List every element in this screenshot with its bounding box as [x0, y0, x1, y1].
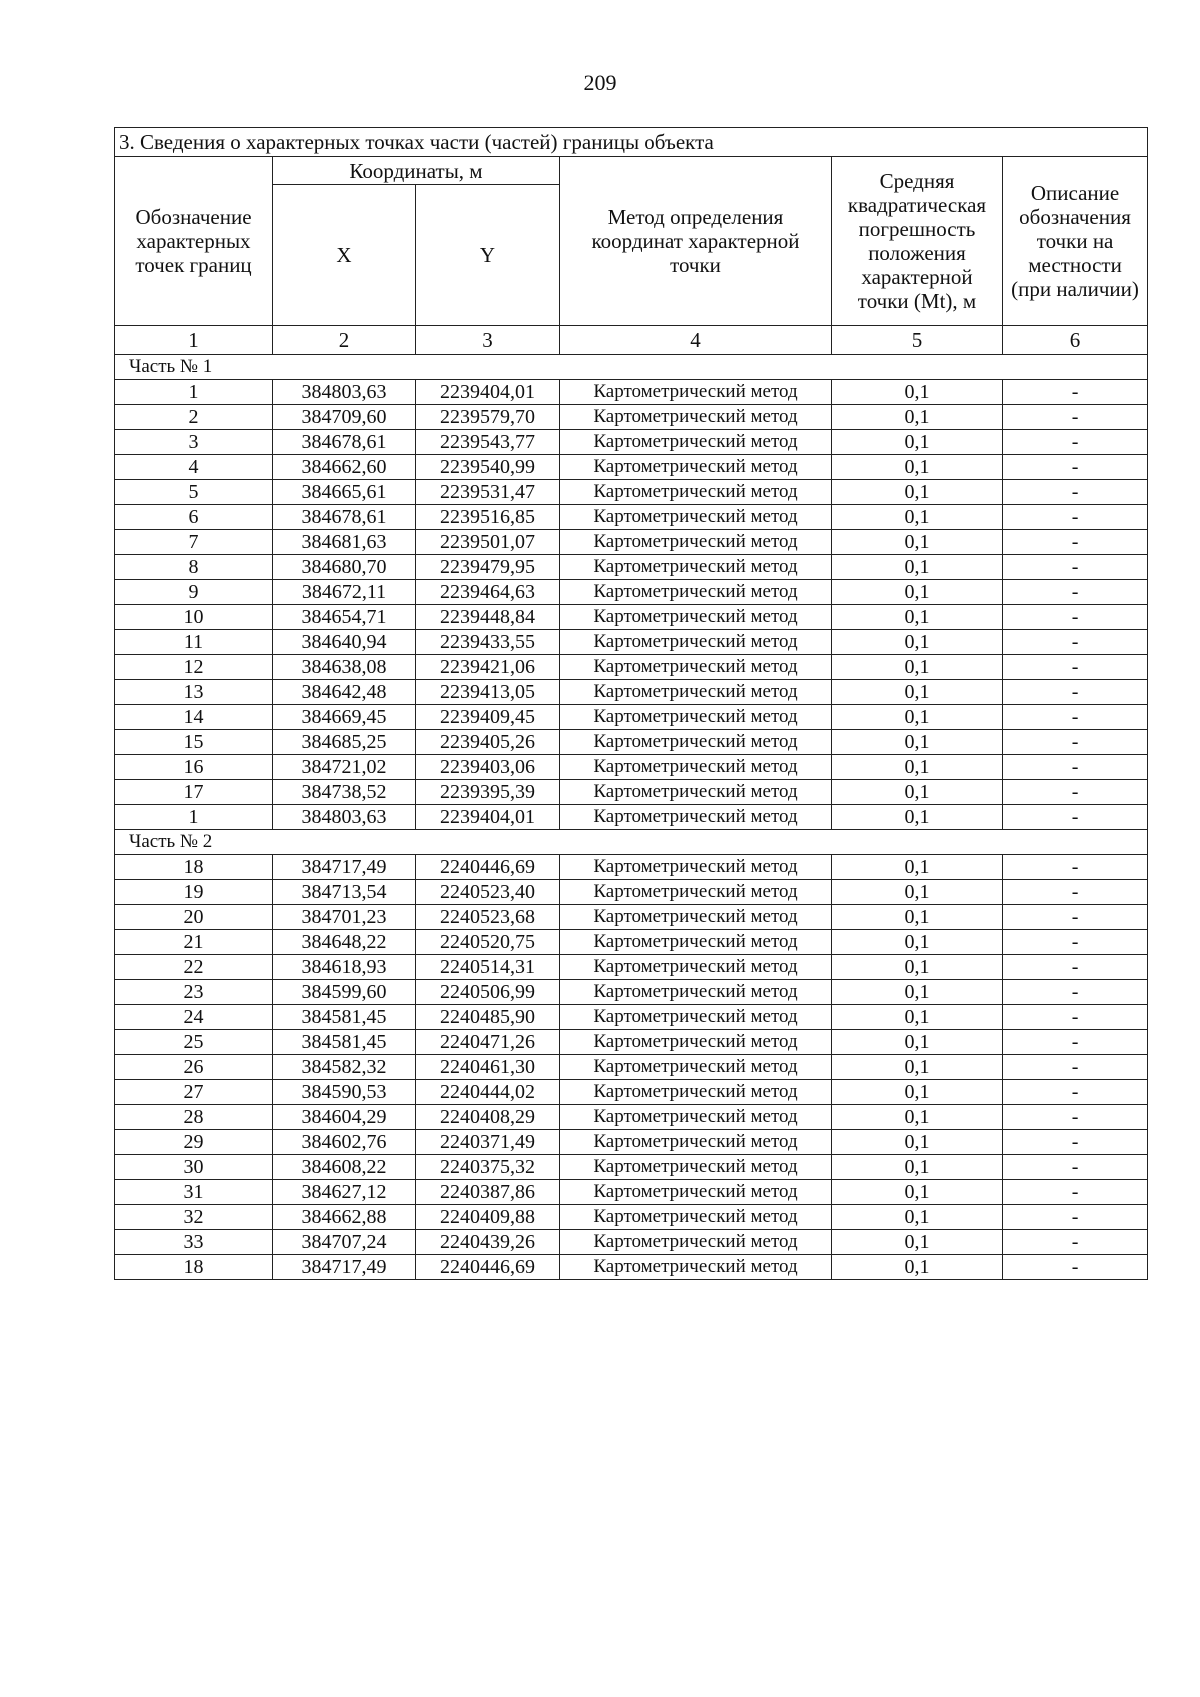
point-number-cell: 20 — [115, 905, 273, 930]
method-cell: Картометрический метод — [560, 530, 832, 555]
y-coordinate-cell: 2239421,06 — [416, 655, 560, 680]
error-cell: 0,1 — [832, 1155, 1003, 1180]
description-cell: - — [1003, 430, 1148, 455]
error-cell: 0,1 — [832, 630, 1003, 655]
method-cell: Картометрический метод — [560, 705, 832, 730]
method-cell: Картометрический метод — [560, 580, 832, 605]
y-coordinate-cell: 2240506,99 — [416, 980, 560, 1005]
table-row — [115, 755, 1148, 780]
error-cell: 0,1 — [832, 1180, 1003, 1205]
description-cell: - — [1003, 1105, 1148, 1130]
error-cell: 0,1 — [832, 805, 1003, 830]
description-cell: - — [1003, 1255, 1148, 1280]
description-cell: - — [1003, 780, 1148, 805]
table-row — [115, 980, 1148, 1005]
description-cell: - — [1003, 930, 1148, 955]
y-coordinate-cell: 2240461,30 — [416, 1055, 560, 1080]
error-cell: 0,1 — [832, 1255, 1003, 1280]
description-cell: - — [1003, 705, 1148, 730]
column-number: 5 — [832, 326, 1003, 355]
table-row — [115, 380, 1148, 405]
x-coordinate-cell: 384608,22 — [273, 1155, 416, 1180]
table-row — [115, 580, 1148, 605]
point-number-cell: 25 — [115, 1030, 273, 1055]
method-cell: Картометрический метод — [560, 655, 832, 680]
error-cell: 0,1 — [832, 905, 1003, 930]
method-cell: Картометрический метод — [560, 755, 832, 780]
description-cell: - — [1003, 680, 1148, 705]
column-number-row — [115, 326, 1148, 355]
y-coordinate-cell: 2240409,88 — [416, 1205, 560, 1230]
error-cell: 0,1 — [832, 955, 1003, 980]
x-coordinate-cell: 384590,53 — [273, 1080, 416, 1105]
column-number: 3 — [416, 326, 560, 355]
y-coordinate-cell: 2239433,55 — [416, 630, 560, 655]
table-row — [115, 505, 1148, 530]
error-cell: 0,1 — [832, 880, 1003, 905]
method-cell: Картометрический метод — [560, 1180, 832, 1205]
point-number-cell: 16 — [115, 755, 273, 780]
point-number-cell: 26 — [115, 1055, 273, 1080]
table-row — [115, 1030, 1148, 1055]
point-number-cell: 18 — [115, 855, 273, 880]
point-number-cell: 3 — [115, 430, 273, 455]
part-header-row — [115, 355, 1148, 380]
table-row — [115, 730, 1148, 755]
method-cell: Картометрический метод — [560, 1155, 832, 1180]
description-cell: - — [1003, 480, 1148, 505]
error-cell: 0,1 — [832, 380, 1003, 405]
x-coordinate-cell: 384618,93 — [273, 955, 416, 980]
method-cell: Картометрический метод — [560, 905, 832, 930]
description-cell: - — [1003, 880, 1148, 905]
y-coordinate-cell: 2240471,26 — [416, 1030, 560, 1055]
method-cell: Картометрический метод — [560, 855, 832, 880]
table-row — [115, 1155, 1148, 1180]
point-number-cell: 28 — [115, 1105, 273, 1130]
point-number-cell: 29 — [115, 1130, 273, 1155]
point-number-cell: 4 — [115, 455, 273, 480]
x-coordinate-cell: 384640,94 — [273, 630, 416, 655]
y-coordinate-cell: 2239501,07 — [416, 530, 560, 555]
point-number-cell: 7 — [115, 530, 273, 555]
x-coordinate-cell: 384627,12 — [273, 1180, 416, 1205]
table-row — [115, 805, 1148, 830]
table-row — [115, 1105, 1148, 1130]
y-coordinate-cell: 2239516,85 — [416, 505, 560, 530]
x-coordinate-cell: 384717,49 — [273, 1255, 416, 1280]
error-cell: 0,1 — [832, 680, 1003, 705]
method-cell: Картометрический метод — [560, 455, 832, 480]
table-row — [115, 880, 1148, 905]
description-cell: - — [1003, 405, 1148, 430]
table-row — [115, 1255, 1148, 1280]
table-row — [115, 1130, 1148, 1155]
point-number-cell: 1 — [115, 380, 273, 405]
point-number-cell: 31 — [115, 1180, 273, 1205]
error-cell: 0,1 — [832, 505, 1003, 530]
point-number-cell: 32 — [115, 1205, 273, 1230]
point-number-cell: 14 — [115, 705, 273, 730]
x-coordinate-cell: 384701,23 — [273, 905, 416, 930]
y-coordinate-cell: 2240446,69 — [416, 855, 560, 880]
error-cell: 0,1 — [832, 705, 1003, 730]
point-number-cell: 6 — [115, 505, 273, 530]
error-cell: 0,1 — [832, 430, 1003, 455]
column-number: 4 — [560, 326, 832, 355]
point-number-cell: 13 — [115, 680, 273, 705]
table-row — [115, 1055, 1148, 1080]
method-cell: Картометрический метод — [560, 430, 832, 455]
x-coordinate-cell: 384803,63 — [273, 805, 416, 830]
y-coordinate-cell: 2240446,69 — [416, 1255, 560, 1280]
table-row — [115, 955, 1148, 980]
x-coordinate-cell: 384713,54 — [273, 880, 416, 905]
x-coordinate-cell: 384738,52 — [273, 780, 416, 805]
error-cell: 0,1 — [832, 1080, 1003, 1105]
table-row — [115, 630, 1148, 655]
error-cell: 0,1 — [832, 1105, 1003, 1130]
header-x: X — [273, 185, 416, 326]
x-coordinate-cell: 384709,60 — [273, 405, 416, 430]
part-title: Часть № 1 — [115, 355, 1148, 380]
table-row — [115, 705, 1148, 730]
method-cell: Картометрический метод — [560, 1080, 832, 1105]
description-cell: - — [1003, 1155, 1148, 1180]
table-row — [115, 780, 1148, 805]
method-cell: Картометрический метод — [560, 1005, 832, 1030]
x-coordinate-cell: 384672,11 — [273, 580, 416, 605]
table-row — [115, 1080, 1148, 1105]
description-cell: - — [1003, 530, 1148, 555]
x-coordinate-cell: 384662,88 — [273, 1205, 416, 1230]
x-coordinate-cell: 384707,24 — [273, 1230, 416, 1255]
y-coordinate-cell: 2239404,01 — [416, 380, 560, 405]
error-cell: 0,1 — [832, 555, 1003, 580]
description-cell: - — [1003, 730, 1148, 755]
x-coordinate-cell: 384602,76 — [273, 1130, 416, 1155]
description-cell: - — [1003, 855, 1148, 880]
x-coordinate-cell: 384581,45 — [273, 1005, 416, 1030]
description-cell: - — [1003, 555, 1148, 580]
header-coordinates: Координаты, м — [273, 157, 560, 185]
x-coordinate-cell: 384717,49 — [273, 855, 416, 880]
description-cell: - — [1003, 1080, 1148, 1105]
x-coordinate-cell: 384599,60 — [273, 980, 416, 1005]
x-coordinate-cell: 384642,48 — [273, 680, 416, 705]
method-cell: Картометрический метод — [560, 405, 832, 430]
point-number-cell: 19 — [115, 880, 273, 905]
header-description: Описание обозначения точки на местности (при наличии) — [1003, 157, 1148, 326]
y-coordinate-cell: 2240520,75 — [416, 930, 560, 955]
description-cell: - — [1003, 955, 1148, 980]
y-coordinate-cell: 2240408,29 — [416, 1105, 560, 1130]
method-cell: Картометрический метод — [560, 1105, 832, 1130]
y-coordinate-cell: 2239403,06 — [416, 755, 560, 780]
error-cell: 0,1 — [832, 480, 1003, 505]
y-coordinate-cell: 2239540,99 — [416, 455, 560, 480]
method-cell: Картометрический метод — [560, 605, 832, 630]
description-cell: - — [1003, 1130, 1148, 1155]
error-cell: 0,1 — [832, 1055, 1003, 1080]
error-cell: 0,1 — [832, 1005, 1003, 1030]
point-number-cell: 22 — [115, 955, 273, 980]
y-coordinate-cell: 2239543,77 — [416, 430, 560, 455]
method-cell: Картометрический метод — [560, 805, 832, 830]
header-error: Средняя квадратическая погрешность положения характерной точки (Mt), м — [832, 157, 1003, 326]
error-cell: 0,1 — [832, 530, 1003, 555]
point-number-cell: 17 — [115, 780, 273, 805]
point-number-cell: 1 — [115, 805, 273, 830]
point-number-cell: 11 — [115, 630, 273, 655]
description-cell: - — [1003, 905, 1148, 930]
x-coordinate-cell: 384604,29 — [273, 1105, 416, 1130]
x-coordinate-cell: 384654,71 — [273, 605, 416, 630]
description-cell: - — [1003, 1230, 1148, 1255]
y-coordinate-cell: 2239409,45 — [416, 705, 560, 730]
table-row — [115, 1230, 1148, 1255]
x-coordinate-cell: 384803,63 — [273, 380, 416, 405]
x-coordinate-cell: 384681,63 — [273, 530, 416, 555]
point-number-cell: 23 — [115, 980, 273, 1005]
description-cell: - — [1003, 755, 1148, 780]
error-cell: 0,1 — [832, 930, 1003, 955]
error-cell: 0,1 — [832, 455, 1003, 480]
column-number: 1 — [115, 326, 273, 355]
point-number-cell: 15 — [115, 730, 273, 755]
header-point-designation: Обозначение характерных точек границ — [115, 157, 273, 326]
table-row — [115, 555, 1148, 580]
column-number: 2 — [273, 326, 416, 355]
column-number: 6 — [1003, 326, 1148, 355]
y-coordinate-cell: 2240523,68 — [416, 905, 560, 930]
point-number-cell: 27 — [115, 1080, 273, 1105]
x-coordinate-cell: 384678,61 — [273, 505, 416, 530]
table-row — [115, 1005, 1148, 1030]
method-cell: Картометрический метод — [560, 1030, 832, 1055]
description-cell: - — [1003, 805, 1148, 830]
table-row — [115, 1180, 1148, 1205]
description-cell: - — [1003, 605, 1148, 630]
description-cell: - — [1003, 1205, 1148, 1230]
method-cell: Картометрический метод — [560, 780, 832, 805]
x-coordinate-cell: 384678,61 — [273, 430, 416, 455]
description-cell: - — [1003, 580, 1148, 605]
table-row — [115, 1205, 1148, 1230]
point-number-cell: 18 — [115, 1255, 273, 1280]
y-coordinate-cell: 2239413,05 — [416, 680, 560, 705]
error-cell: 0,1 — [832, 1030, 1003, 1055]
method-cell: Картометрический метод — [560, 1230, 832, 1255]
x-coordinate-cell: 384581,45 — [273, 1030, 416, 1055]
method-cell: Картометрический метод — [560, 930, 832, 955]
x-coordinate-cell: 384680,70 — [273, 555, 416, 580]
y-coordinate-cell: 2239395,39 — [416, 780, 560, 805]
description-cell: - — [1003, 455, 1148, 480]
y-coordinate-cell: 2240371,49 — [416, 1130, 560, 1155]
table-row — [115, 455, 1148, 480]
method-cell: Картометрический метод — [560, 505, 832, 530]
method-cell: Картометрический метод — [560, 980, 832, 1005]
description-cell: - — [1003, 630, 1148, 655]
table-row — [115, 905, 1148, 930]
method-cell: Картометрический метод — [560, 380, 832, 405]
table-row — [115, 680, 1148, 705]
error-cell: 0,1 — [832, 580, 1003, 605]
y-coordinate-cell: 2240375,32 — [416, 1155, 560, 1180]
method-cell: Картометрический метод — [560, 1255, 832, 1280]
description-cell: - — [1003, 1030, 1148, 1055]
x-coordinate-cell: 384685,25 — [273, 730, 416, 755]
table-row — [115, 405, 1148, 430]
description-cell: - — [1003, 380, 1148, 405]
method-cell: Картометрический метод — [560, 1205, 832, 1230]
error-cell: 0,1 — [832, 780, 1003, 805]
y-coordinate-cell: 2239448,84 — [416, 605, 560, 630]
method-cell: Картометрический метод — [560, 730, 832, 755]
y-coordinate-cell: 2239404,01 — [416, 805, 560, 830]
x-coordinate-cell: 384638,08 — [273, 655, 416, 680]
header-method: Метод определения координат характерной точки — [560, 157, 832, 326]
method-cell: Картометрический метод — [560, 480, 832, 505]
method-cell: Картометрический метод — [560, 680, 832, 705]
table-row — [115, 480, 1148, 505]
error-cell: 0,1 — [832, 755, 1003, 780]
point-number-cell: 24 — [115, 1005, 273, 1030]
error-cell: 0,1 — [832, 980, 1003, 1005]
description-cell: - — [1003, 1055, 1148, 1080]
y-coordinate-cell: 2240387,86 — [416, 1180, 560, 1205]
x-coordinate-cell: 384662,60 — [273, 455, 416, 480]
method-cell: Картометрический метод — [560, 880, 832, 905]
x-coordinate-cell: 384721,02 — [273, 755, 416, 780]
error-cell: 0,1 — [832, 855, 1003, 880]
section-title: 3. Сведения о характерных точках части (частей) границы объекта — [115, 128, 1148, 157]
page-number: 209 — [583, 70, 617, 95]
method-cell: Картометрический метод — [560, 630, 832, 655]
error-cell: 0,1 — [832, 730, 1003, 755]
description-cell: - — [1003, 505, 1148, 530]
characteristic-points-table — [114, 127, 1148, 1280]
part-header-row — [115, 830, 1148, 855]
error-cell: 0,1 — [832, 405, 1003, 430]
error-cell: 0,1 — [832, 1230, 1003, 1255]
y-coordinate-cell: 2240514,31 — [416, 955, 560, 980]
method-cell: Картометрический метод — [560, 555, 832, 580]
method-cell: Картометрический метод — [560, 1055, 832, 1080]
table-row — [115, 855, 1148, 880]
description-cell: - — [1003, 1005, 1148, 1030]
table-row — [115, 930, 1148, 955]
error-cell: 0,1 — [832, 1130, 1003, 1155]
y-coordinate-cell: 2240523,40 — [416, 880, 560, 905]
point-number-cell: 21 — [115, 930, 273, 955]
x-coordinate-cell: 384665,61 — [273, 480, 416, 505]
x-coordinate-cell: 384669,45 — [273, 705, 416, 730]
section-title-row — [115, 128, 1148, 157]
table-row — [115, 605, 1148, 630]
point-number-cell: 9 — [115, 580, 273, 605]
y-coordinate-cell: 2239464,63 — [416, 580, 560, 605]
y-coordinate-cell: 2240485,90 — [416, 1005, 560, 1030]
header-row-1 — [115, 157, 1148, 185]
table-row — [115, 530, 1148, 555]
description-cell: - — [1003, 980, 1148, 1005]
y-coordinate-cell: 2239479,95 — [416, 555, 560, 580]
point-number-cell: 33 — [115, 1230, 273, 1255]
error-cell: 0,1 — [832, 655, 1003, 680]
description-cell: - — [1003, 655, 1148, 680]
y-coordinate-cell: 2239579,70 — [416, 405, 560, 430]
point-number-cell: 10 — [115, 605, 273, 630]
point-number-cell: 8 — [115, 555, 273, 580]
table-row — [115, 655, 1148, 680]
part-title: Часть № 2 — [115, 830, 1148, 855]
header-y: Y — [416, 185, 560, 326]
table-row — [115, 430, 1148, 455]
y-coordinate-cell: 2240444,02 — [416, 1080, 560, 1105]
point-number-cell: 12 — [115, 655, 273, 680]
y-coordinate-cell: 2239405,26 — [416, 730, 560, 755]
point-number-cell: 5 — [115, 480, 273, 505]
point-number-cell: 2 — [115, 405, 273, 430]
description-cell: - — [1003, 1180, 1148, 1205]
point-number-cell: 30 — [115, 1155, 273, 1180]
error-cell: 0,1 — [832, 1205, 1003, 1230]
y-coordinate-cell: 2240439,26 — [416, 1230, 560, 1255]
x-coordinate-cell: 384648,22 — [273, 930, 416, 955]
error-cell: 0,1 — [832, 605, 1003, 630]
x-coordinate-cell: 384582,32 — [273, 1055, 416, 1080]
method-cell: Картометрический метод — [560, 1130, 832, 1155]
y-coordinate-cell: 2239531,47 — [416, 480, 560, 505]
method-cell: Картометрический метод — [560, 955, 832, 980]
